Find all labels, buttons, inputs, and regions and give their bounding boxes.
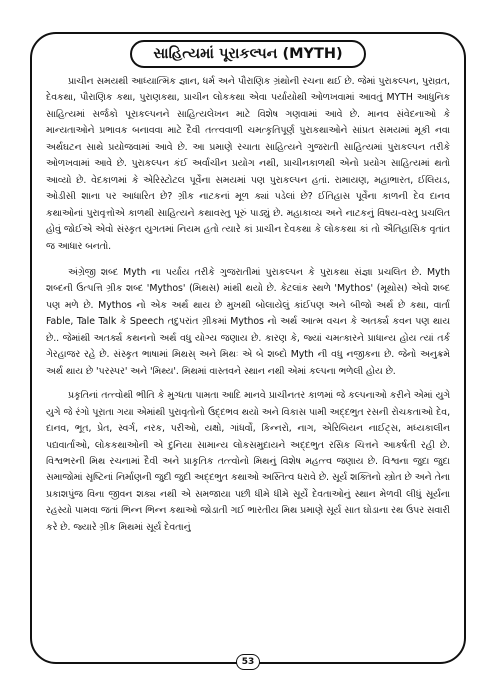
paragraph-2: અંગ્રેજી શબ્દ Myth ના પર્યાય તરીકે ગુજરાતીમાં પુરાકલ્પન કે પુરાકથા સંજ્ઞા પ્રચલિત છે. Myth શબ્દની ઉત્પત્તિ ગ્રીક શબ્દ 'Mythos' (મિથસ) માંથી થયો છે. કેટલાંક સ્થળે 'Mythos' (મૂથોસ) એવો શબ્દ પણ મળે છે. Mythos નો એક અર્થ થાય છે મુખથી બોલાયેલું કાંઈપણ અને બીજો અર્થ છે કથા, વાર્તા Fable, Tale Talk કે Speech તદુપરાંત ગ્રીકમાં Mythos નો અર્થ આત્મ વચન કે અતર્ક્ય કવન પણ થાય છે.. જેમાંથી અતર્ક્ય કથનનો અર્થ વધુ યોગ્ય જણાય છે. કારણ કે, જ્યાં ચમત્કારને પ્રાધાન્ય હોય ત્યાં તર્ક ગેરહાજર રહે છે. સંસ્કૃત ભાષામાં મિથસ્ અને મિથઃ એ બે શબ્દો Myth ની વધુ નજીકના છે. જેનો અનુક્રમે અર્થ થાય છે 'પરસ્પર' અને 'મિથ્ય'. મિથમાં વાસ્તવને સ્થાન નથી એમાં કલ્પના ભળેલી હોય છે. bbox=[46, 266, 450, 377]
title-badge bbox=[130, 40, 366, 68]
paragraph-1: પ્રાચીન સમયથી આધ્યાત્મિક જ્ઞાન, ધર્મ અને પૌરાણિક ગ્રંથોની રચના થઈ છે. જેમાં પુરાકલ્પન, પુરાવ્રત, દેવકથા, પૌરાણિક કથા, પુરાણકથા, પ્રાચીન લોકકથા એવા પર્યાયોથી ઓળખવામાં આવતું MYTH આધુનિક સાહિત્યમાં સર્જકો પૂરાકલ્પનને સાહિત્યલેખન માટે વિશેષ ગણવામાં આવે છે. માનવ સંવેદનાઓ કે માન્યતાઓને પ્રભાવક બનાવવા માટે દૈવી તત્ત્વવાળી ચમત્કૃતિપૂર્ણ પુરાકથાઓને સાંપ્રત સમયમાં મૂકી નવા અર્થઘટન સાથે પ્રયોજવામાં આવે છે. આ પ્રમાણે રચાતા સાહિત્યને ગુજરાતી સાહિત્યમાં પુરાકલ્પન તરીકે ઓળખવામાં આવે છે. પુરાકલ્પન કંઈ અર્વાચીન પ્રયોગ નથી, પ્રાચીનકાળથી એનો પ્રયોગ સાહિત્યમાં થતો આવ્યો છે. વેદકાળમાં કે એરિસ્ટોટલ પૂર્વેના સમયમાં પણ પુરાકલ્પન હતાં. રામાયણ, મહાભારત, ઈલિયડ, ઓડીસી શાના પર આધારિત છે? ગ્રીક નાટકનાં મૂળ ક્યાં પડેલાં છે? ઈતિહાસ પૂર્વેના કાળની દેવ દાનવ કથાઓનાં પુરાવૃત્તોએ કાળથી સાહિત્યને કથાવસ્તુ પૂરું પાડ્યું છે. મહાકાવ્ય અને નાટકનું વિષય-વસ્તુ પ્રચલિત હોવું જોઈએ એવો સંસ્કૃત યુગતમાં નિયમ હતો ત્યારે કાં પ્રાચીન દેવકથા કે લોકકથા કાં તો ઐતિહાસિક વૃતાંત જ આધાર બનતો. bbox=[46, 76, 450, 252]
paragraph-3: પ્રકૃતિનાં તત્ત્વોથી ભીતિ કે મુગ્ધતા પામતા આદિ માનવે પ્રાચીનતર કાળમાં જે કલ્પનાઓ કરીને એમાં યુગે યુગે જે રંગો પૂરાતા ગયા એમાંથી પુરાવૃતોનો ઉદ્દભવ થયો અને વિકાસ પામી અદ્દભુત રસની રોચકતાઓ દેવ, દાનવ, ભૂત, પ્રેત, સ્વર્ગ, નરક, પરીઓ, યક્ષો, ગાંધર્વો, કિન્નરો, નાગ, એરિબિયન નાઈટ્સ, મધ્યકાલીન પદ્યવાર્તાઓ, લોકકથાઓની એ દુનિયા સામાન્ય લોકસમુદાયને અદ્દભુત રસિક ચિત્તને આકર્ષતી રહી છે. વિશ્વભરની મિથ રચનામાં દૈવી અને પ્રાકૃતિક તત્ત્વોનો મિથનું વિશેષ મહત્ત્વ જણાય છે. વિશ્વના જુદા જુદા સમાજોમાં સૃષ્ટિનાં નિર્માણની જુદી જુદી અદ્દભુત કથાઓ અસ્તિત્વ ધરાવે છે. સૂર્ય શક્તિનો સ્ત્રોત છે અને તેના પ્રકાશપુંજ વિના જીવન શક્ય નથી એ સમજાયા પછી ધીમે ધીમે સૂર્યે દેવતાઓનું સ્થાન મેળવી લીધું સૂર્યના રહસ્યો પામવા જતાં ભિન્ન ભિન્ન કથાઓ જોડાતી ગઈ ભારતીય મિથ પ્રમાણે સૂર્ય સાત ઘોડાના રથ ઉપર સવારી કરે છે. જ્યારે ગ્રીક મિથમાં સૂર્ય દેવતાનું bbox=[46, 390, 450, 533]
page-title: સાહિત્યમાં પૂરાકલ્પન (MYTH) bbox=[153, 46, 343, 62]
article-body bbox=[46, 74, 450, 544]
page-number: 53 bbox=[236, 654, 260, 670]
